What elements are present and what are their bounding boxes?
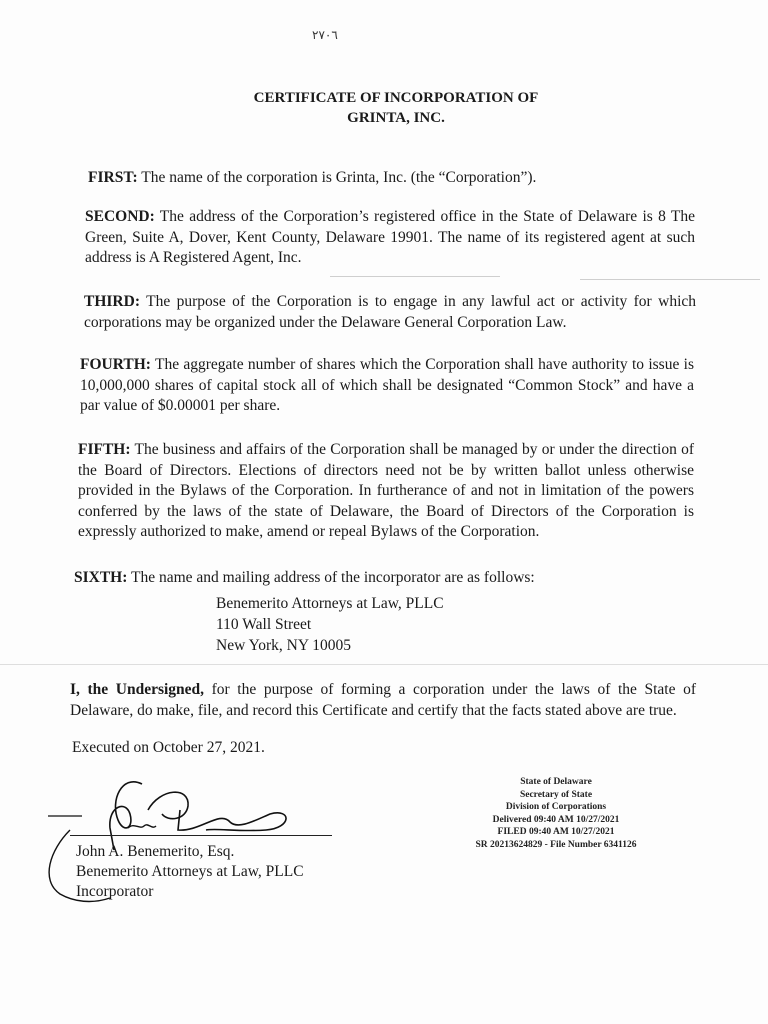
article-fourth bbox=[80, 355, 694, 417]
address-line-1: Benemerito Attorneys at Law, PLLC bbox=[216, 595, 444, 612]
scan-artifact-line bbox=[580, 279, 760, 280]
stamp-line-3: Division of Corporations bbox=[505, 802, 607, 812]
article-sixth-heading: SIXTH: bbox=[74, 569, 128, 586]
stamp-line-4: Delivered 09:40 AM 10/27/2021 bbox=[492, 814, 620, 825]
address-line-3: New York, NY 10005 bbox=[216, 637, 352, 654]
signer-block bbox=[76, 842, 304, 902]
stamp-line-6: SR 20213624829 - File Number 6341126 bbox=[475, 839, 637, 850]
signer-name: John A. Benemerito, Esq. bbox=[76, 843, 235, 860]
article-second bbox=[85, 207, 695, 269]
article-second-text: The address of the Corporation’s registered office in the State of Delaware is 8 The Green, Suite A, Dover, Kent County, Delaware 19901. The name of its registered agent at such address is A Registered Agent, Inc. bbox=[85, 208, 695, 266]
scan-artifact-line bbox=[330, 276, 500, 277]
signature-line bbox=[70, 835, 332, 836]
title-line-1: CERTIFICATE OF INCORPORATION OF bbox=[253, 90, 539, 106]
article-first bbox=[88, 168, 688, 189]
incorporator-address bbox=[216, 593, 444, 656]
article-sixth-text: The name and mailing address of the incorporator are as follows: bbox=[127, 569, 535, 586]
document-title bbox=[0, 88, 768, 128]
undersigned-heading: I, the Undersigned, bbox=[70, 681, 205, 698]
filing-stamp bbox=[446, 776, 666, 851]
article-third-text: The purpose of the Corporation is to engage in any lawful act or activity for which corporations may be organized under the Delaware General Corporation Law. bbox=[84, 293, 696, 331]
stamp-line-5: FILED 09:40 AM 10/27/2021 bbox=[497, 827, 615, 837]
undersigned-statement bbox=[70, 680, 696, 721]
stamp-line-2: Secretary of State bbox=[519, 789, 593, 800]
article-fourth-text: The aggregate number of shares which the Corporation shall have authority to issue is 10,000,000 shares of capital stock all of which shall be designated “Common Stock” and have a par value of $0.00001 per share. bbox=[80, 356, 694, 414]
execution-date: Executed on October 27, 2021. bbox=[72, 739, 265, 756]
article-first-heading: FIRST: bbox=[88, 169, 138, 186]
scan-artifact-line bbox=[0, 664, 768, 665]
article-second-heading: SECOND: bbox=[85, 208, 155, 225]
article-fourth-heading: FOURTH: bbox=[80, 356, 151, 373]
scan-mark: ٢٧٠٦ bbox=[312, 28, 338, 42]
article-third-heading: THIRD: bbox=[84, 293, 140, 310]
article-fifth-heading: FIFTH: bbox=[78, 441, 131, 458]
title-line-2: GRINTA, INC. bbox=[347, 110, 445, 126]
stamp-line-1: State of Delaware bbox=[520, 777, 592, 787]
signer-firm: Benemerito Attorneys at Law, PLLC bbox=[76, 863, 304, 880]
article-first-text: The name of the corporation is Grinta, Inc. (the “Corporation”). bbox=[137, 169, 537, 186]
address-line-2: 110 Wall Street bbox=[216, 616, 312, 633]
article-sixth bbox=[74, 568, 674, 589]
article-fifth-text: The business and affairs of the Corporation shall be managed by or under the direction of the Board of Directors. Elections of directors need not be by written ballot unless otherwise provided in the Bylaws of the Corporation. In furtherance of and not in limitation of the powers conferred by the laws of the state of Delaware, the Board of Directors of the Corporation is expressly authorized to make, amend or repeal Bylaws of the Corporation. bbox=[78, 441, 694, 540]
article-fifth bbox=[78, 440, 694, 543]
signer-role: Incorporator bbox=[76, 883, 154, 900]
undersigned-text: for the purpose of forming a corporation under the laws of the State of Delaware, do make, file, and record this Certificate and certify that the facts stated above are true. bbox=[70, 681, 696, 719]
article-third bbox=[84, 292, 696, 333]
